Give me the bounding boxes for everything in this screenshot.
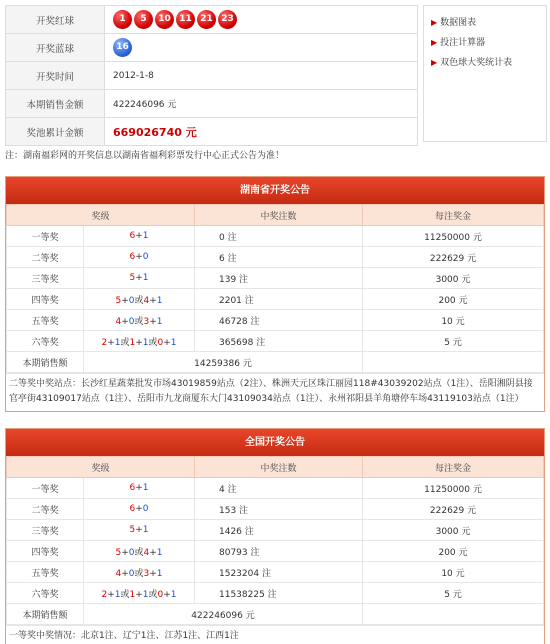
national-total-row	[7, 604, 544, 625]
total-label: 本期销售额	[7, 352, 84, 373]
winner-count: 6 注	[195, 247, 363, 268]
red-ball: 10	[155, 10, 174, 29]
winner-count: 80793 注	[195, 541, 363, 562]
prize-row	[7, 226, 544, 247]
prize-level: 六等奖	[7, 331, 84, 352]
prize-amount: 5 元	[363, 331, 544, 352]
red-ball: 1	[113, 10, 132, 29]
winner-count: 11538225 注	[195, 583, 363, 604]
prize-level: 三等奖	[7, 520, 84, 541]
winner-count: 46728 注	[195, 310, 363, 331]
arrow-right-icon: ▶	[431, 58, 438, 67]
winning-combination: 6+0	[84, 247, 195, 268]
prize-level: 二等奖	[7, 247, 84, 268]
prize-row	[7, 247, 544, 268]
prize-amount: 11250000 元	[363, 226, 544, 247]
draw-date-row	[6, 62, 418, 90]
blue-ball-row	[6, 34, 418, 62]
quick-links	[423, 5, 547, 142]
sales-row	[6, 90, 418, 118]
winner-count: 1523204 注	[195, 562, 363, 583]
winner-count: 2201 注	[195, 289, 363, 310]
prize-level: 二等奖	[7, 499, 84, 520]
prize-amount: 3000 元	[363, 520, 544, 541]
draw-date-value: 2012-1-8	[105, 62, 418, 90]
winner-count: 153 注	[195, 499, 363, 520]
winning-combination: 2+1或1+1或0+1	[84, 331, 195, 352]
winner-count: 0 注	[195, 226, 363, 247]
prize-level: 一等奖	[7, 226, 84, 247]
hunan-title: 湖南省开奖公告	[6, 177, 544, 204]
prize-level: 五等奖	[7, 562, 84, 583]
blue-ball-label: 开奖蓝球	[6, 34, 105, 62]
total-value: 422246096 元	[84, 604, 363, 625]
winning-combination: 5+0或4+1	[84, 289, 195, 310]
winner-count: 1426 注	[195, 520, 363, 541]
prize-amount: 222629 元	[363, 499, 544, 520]
link-jackpot-stats[interactable]: ▶ 双色球大奖统计表	[431, 58, 513, 68]
red-ball: 21	[197, 10, 216, 29]
winner-count: 365698 注	[195, 331, 363, 352]
pool-value: 669026740 元	[113, 125, 197, 139]
prize-level: 五等奖	[7, 310, 84, 331]
prize-amount: 10 元	[363, 310, 544, 331]
prize-row	[7, 268, 544, 289]
prize-row	[7, 520, 544, 541]
prize-amount: 10 元	[363, 562, 544, 583]
winning-combination: 5+0或4+1	[84, 541, 195, 562]
red-balls-label: 开奖红球	[6, 6, 105, 34]
prize-level: 三等奖	[7, 268, 84, 289]
prize-amount: 3000 元	[363, 268, 544, 289]
winning-combination: 2+1或1+1或0+1	[84, 583, 195, 604]
hunan-announcement	[5, 176, 545, 412]
red-ball: 11	[176, 10, 195, 29]
prize-amount: 222629 元	[363, 247, 544, 268]
hunan-total-row	[7, 352, 544, 373]
prize-level: 四等奖	[7, 289, 84, 310]
draw-info-table	[5, 5, 418, 146]
draw-date-label: 开奖时间	[6, 62, 105, 90]
sales-label: 本期销售金额	[6, 90, 105, 118]
winning-combination: 5+1	[84, 520, 195, 541]
prize-amount: 200 元	[363, 289, 544, 310]
prize-row	[7, 562, 544, 583]
winner-count: 4 注	[195, 478, 363, 499]
total-value: 14259386 元	[84, 352, 363, 373]
national-first-prize-info: 一等奖中奖情况：北京1注、辽宁1注、江苏1注、江西1注	[6, 625, 544, 644]
prize-row	[7, 331, 544, 352]
red-ball: 5	[134, 10, 153, 29]
winning-combination: 6+1	[84, 478, 195, 499]
red-balls-row	[6, 6, 418, 34]
col-level: 奖级	[7, 205, 195, 226]
winning-combination: 6+1	[84, 226, 195, 247]
total-label: 本期销售额	[7, 604, 84, 625]
prize-amount: 5 元	[363, 583, 544, 604]
col-prize: 每注奖金	[363, 205, 544, 226]
prize-row	[7, 499, 544, 520]
sales-value: 422246096 元	[105, 90, 418, 118]
link-bet-calculator[interactable]: ▶ 投注计算器	[431, 38, 486, 48]
winner-count: 139 注	[195, 268, 363, 289]
arrow-right-icon: ▶	[431, 18, 438, 27]
red-ball: 23	[218, 10, 237, 29]
pool-label: 奖池累计金额	[6, 118, 105, 146]
national-prize-table	[6, 456, 544, 625]
link-data-chart[interactable]: ▶ 数据图表	[431, 18, 477, 28]
blue-ball: 16	[113, 38, 132, 57]
winning-combination: 4+0或3+1	[84, 562, 195, 583]
col-prize: 每注奖金	[363, 457, 544, 478]
prize-row	[7, 289, 544, 310]
red-balls	[105, 6, 418, 34]
winning-combination: 5+1	[84, 268, 195, 289]
hunan-second-prize-stations: 二等奖中奖站点：长沙红星蔬菜批发市场43019859站点（2注）、株洲天元区珠江丽园118#43039202站点（1注）、岳阳湘阴县接官亭街43109017站点（1注）、岳阳市九龙商厦东大门43109034站点（1注）、永州祁阳县羊角塘停车场43119103站点（1注）	[6, 373, 544, 411]
hunan-prize-table	[6, 204, 544, 373]
prize-amount: 200 元	[363, 541, 544, 562]
winning-combination: 6+0	[84, 499, 195, 520]
disclaimer-note: 注：湖南福彩网的开奖信息以湖南省福利彩票发行中心正式公告为准！	[5, 151, 285, 161]
pool-row	[6, 118, 418, 146]
col-count: 中奖注数	[195, 457, 363, 478]
prize-row	[7, 478, 544, 499]
arrow-right-icon: ▶	[431, 38, 438, 47]
prize-level: 四等奖	[7, 541, 84, 562]
prize-level: 一等奖	[7, 478, 84, 499]
prize-row	[7, 541, 544, 562]
prize-row	[7, 310, 544, 331]
prize-row	[7, 583, 544, 604]
winning-combination: 4+0或3+1	[84, 310, 195, 331]
national-announcement	[5, 428, 545, 644]
national-title: 全国开奖公告	[6, 429, 544, 456]
col-count: 中奖注数	[195, 205, 363, 226]
prize-level: 六等奖	[7, 583, 84, 604]
prize-amount: 11250000 元	[363, 478, 544, 499]
col-level: 奖级	[7, 457, 195, 478]
